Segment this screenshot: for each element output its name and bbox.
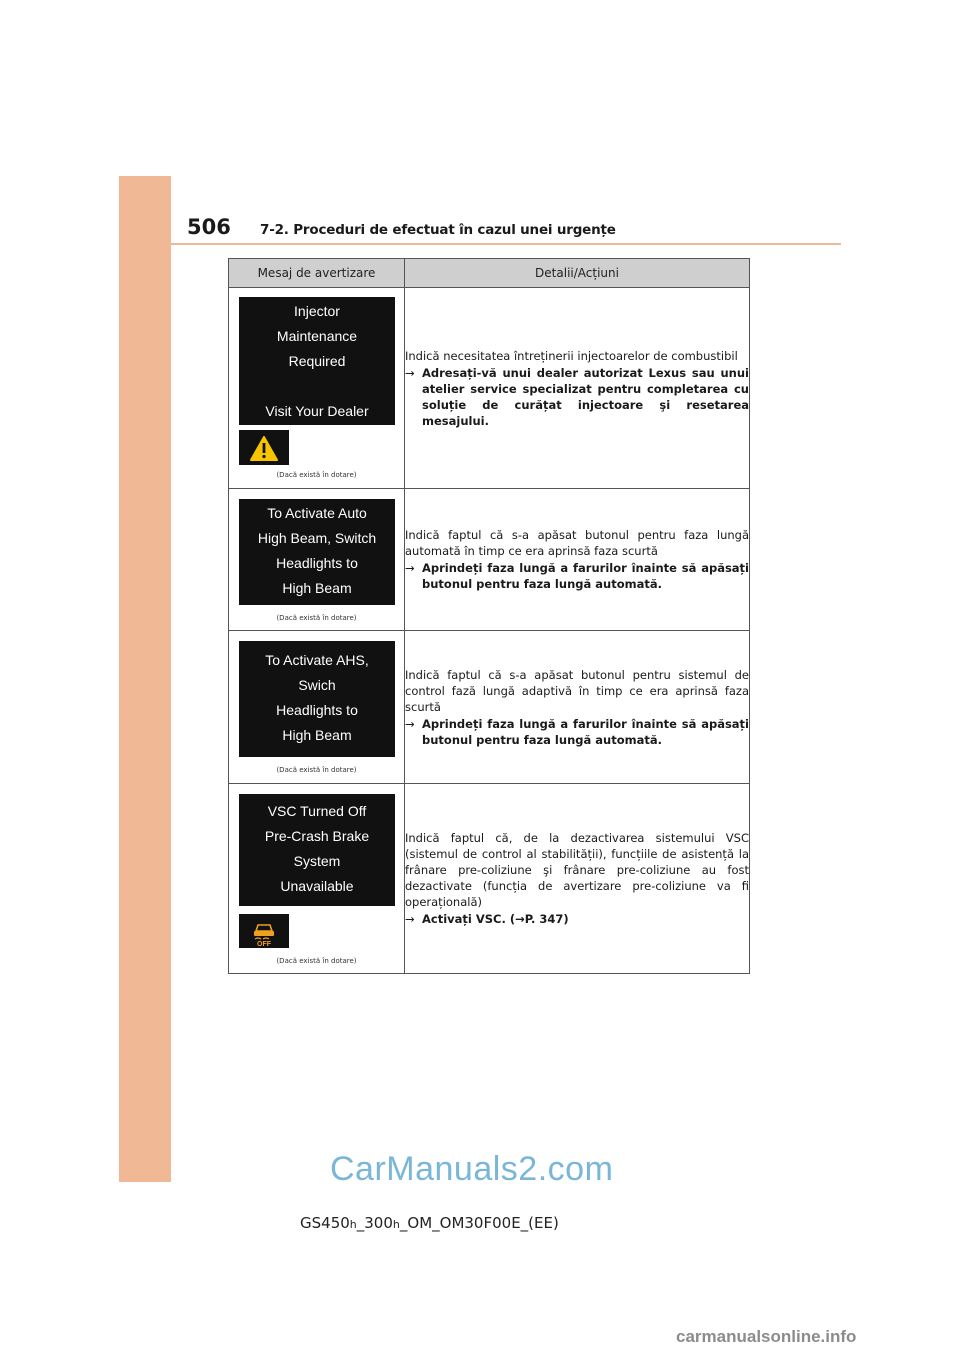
display-line: Pre-Crash Brake (264, 828, 370, 844)
message-action (405, 560, 749, 592)
display-line: Swich (298, 677, 336, 693)
watermark-carmanualsonline: carmanualsonline.info (676, 1327, 857, 1346)
message-image-cell (229, 288, 405, 489)
message-action (405, 911, 749, 927)
page-number: 506 (187, 215, 231, 239)
action-text: Aprindeți faza lungă a farurilor înainte să apăsați butonul pentru faza lungă automată. (422, 716, 749, 747)
column-header-message: Mesaj de avertizare (229, 259, 405, 288)
display-line: To Activate AHS, (265, 652, 369, 668)
display-line: Headlights to (276, 555, 358, 571)
display-line: To Activate Auto (267, 505, 367, 521)
message-details-cell (405, 288, 750, 489)
display-line: Unavailable (280, 878, 354, 894)
message-description: Indică necesitatea întreținerii injectoarelor de combustibil (405, 348, 738, 363)
section-title: 7-2. Proceduri de efectuat în cazul unei urgențe (260, 222, 616, 238)
display-screen (239, 794, 395, 906)
message-image-cell (229, 489, 405, 631)
message-action (405, 365, 749, 429)
message-details-cell (405, 489, 750, 631)
equipment-note: (Dacă există în dotare) (276, 471, 357, 479)
display-screen (239, 297, 395, 425)
display-line: Maintenance (276, 328, 358, 344)
table-header-row (229, 259, 750, 288)
display-screen (239, 499, 395, 605)
table-row (229, 784, 750, 974)
side-tab-band (119, 176, 171, 1182)
message-description: Indică faptul că s-a apăsat butonul pentru sistemul de control fază lungă adaptivă în timp ce era aprinsă faza scurtă (405, 667, 749, 714)
message-figure (230, 489, 403, 630)
display-line: VSC Turned Off (267, 803, 367, 819)
column-header-details: Detalii/Acțiuni (405, 259, 750, 288)
action-text: Activați VSC. (→P. 347) (422, 912, 569, 926)
display-line: System (293, 853, 341, 869)
message-description: Indică faptul că s-a apăsat butonul pentru faza lungă automată în timp ce era aprinsă faza scurtă (405, 528, 749, 558)
display-line: Required (288, 353, 346, 369)
table-row (229, 489, 750, 631)
message-details-cell (405, 631, 750, 784)
arrow-icon: → (405, 561, 415, 575)
display-line: High Beam (282, 580, 352, 596)
display-line: High Beam, Switch (257, 530, 377, 546)
action-text: Aprindeți faza lungă a farurilor înainte să apăsați butonul pentru faza lungă automată. (422, 561, 749, 591)
message-image-cell (229, 784, 405, 974)
vsc-off-label: OFF (257, 941, 271, 948)
arrow-icon: → (405, 912, 415, 926)
message-action (405, 716, 749, 748)
message-image-cell (229, 631, 405, 784)
message-figure (230, 784, 403, 973)
display-line: High Beam (282, 727, 352, 743)
equipment-note: (Dacă există în dotare) (276, 766, 357, 774)
message-figure (230, 288, 403, 488)
equipment-note: (Dacă există în dotare) (276, 957, 357, 965)
warning-triangle-icon (239, 430, 289, 465)
arrow-icon: → (405, 365, 415, 380)
display-line: Headlights to (276, 702, 358, 718)
message-description: Indică faptul că, de la dezactivarea sistemului VSC (sistemul de control al stabilității), funcțiile de asistență la frânare pre-coliziune şi frânare pre-coliziune au fost dezactivate (funcția de avertizare pre-coliziune va fi operațională) (405, 831, 749, 909)
action-text: Adresați-vă unui dealer autorizat Lexus sau unui atelier service specializat pentru completarea cu soluție de curățat injectoare şi resetarea mesajului. (422, 365, 749, 428)
display-screen (239, 641, 395, 757)
message-figure (230, 631, 403, 783)
header-divider (171, 243, 841, 245)
document-code: GS450h_300h_OM_OM30F00E_(EE) (300, 1214, 559, 1232)
equipment-note: (Dacă există în dotare) (276, 614, 357, 622)
table-row (229, 288, 750, 489)
vsc-off-icon (239, 914, 289, 948)
message-details-cell (405, 784, 750, 974)
arrow-icon: → (405, 716, 415, 731)
display-line: Visit Your Dealer (265, 403, 369, 419)
display-line: Injector (294, 303, 340, 319)
watermark-carmanuals2: CarManuals2.com (330, 1150, 614, 1188)
warning-messages-table (228, 258, 750, 974)
table-row (229, 631, 750, 784)
